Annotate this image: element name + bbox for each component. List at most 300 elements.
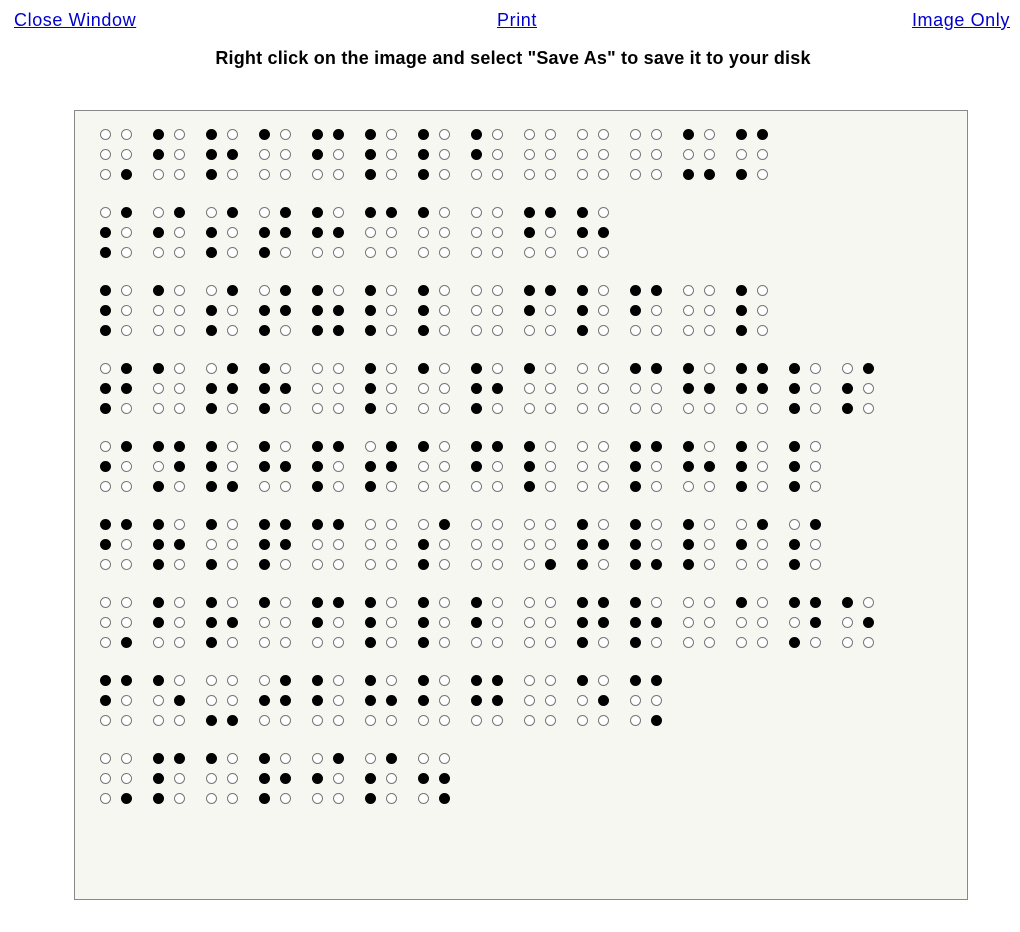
braille-dot-empty bbox=[386, 617, 397, 628]
braille-dot-empty bbox=[174, 403, 185, 414]
braille-dot-empty bbox=[153, 383, 164, 394]
braille-cell bbox=[519, 361, 572, 423]
braille-dot-empty bbox=[545, 481, 556, 492]
braille-dot-filled bbox=[736, 481, 747, 492]
braille-dot-empty bbox=[280, 715, 291, 726]
image-frame bbox=[74, 110, 968, 900]
braille-dot-empty bbox=[471, 519, 482, 530]
braille-dot-empty bbox=[100, 149, 111, 160]
braille-dot-filled bbox=[206, 149, 217, 160]
braille-dot-filled bbox=[365, 129, 376, 140]
braille-dot-filled bbox=[418, 773, 429, 784]
braille-dot-empty bbox=[280, 617, 291, 628]
braille-dot-filled bbox=[577, 305, 588, 316]
braille-cell bbox=[519, 205, 572, 267]
braille-dot-filled bbox=[227, 617, 238, 628]
braille-dot-empty bbox=[545, 169, 556, 180]
braille-dot-filled bbox=[577, 285, 588, 296]
braille-dot-empty bbox=[333, 383, 344, 394]
braille-dot-empty bbox=[280, 403, 291, 414]
braille-dot-filled bbox=[630, 617, 641, 628]
braille-dot-empty bbox=[280, 559, 291, 570]
braille-dot-empty bbox=[259, 169, 270, 180]
braille-dot-empty bbox=[524, 597, 535, 608]
braille-dot-empty bbox=[174, 793, 185, 804]
braille-dot-filled bbox=[471, 363, 482, 374]
braille-dot-filled bbox=[577, 519, 588, 530]
braille-dot-filled bbox=[121, 363, 132, 374]
braille-dot-filled bbox=[100, 695, 111, 706]
braille-cell bbox=[148, 751, 201, 813]
braille-dot-empty bbox=[439, 481, 450, 492]
braille-dot-filled bbox=[365, 305, 376, 316]
braille-dot-empty bbox=[312, 247, 323, 258]
braille-dot-filled bbox=[736, 325, 747, 336]
braille-dot-filled bbox=[259, 383, 270, 394]
braille-dot-empty bbox=[418, 715, 429, 726]
braille-dot-empty bbox=[683, 403, 694, 414]
braille-dot-filled bbox=[153, 539, 164, 550]
braille-dot-empty bbox=[174, 715, 185, 726]
braille-dot-empty bbox=[704, 617, 715, 628]
braille-dot-empty bbox=[471, 305, 482, 316]
braille-dot-empty bbox=[259, 637, 270, 648]
braille-dot-empty bbox=[174, 285, 185, 296]
close-window-link[interactable]: Close Window bbox=[14, 10, 137, 30]
braille-dot-empty bbox=[206, 793, 217, 804]
braille-dot-filled bbox=[736, 441, 747, 452]
braille-dot-filled bbox=[418, 325, 429, 336]
braille-cell bbox=[731, 283, 784, 345]
braille-dot-filled bbox=[524, 461, 535, 472]
braille-cell bbox=[731, 127, 784, 189]
braille-dot-filled bbox=[259, 793, 270, 804]
braille-dot-filled bbox=[365, 403, 376, 414]
braille-cell bbox=[95, 127, 148, 189]
braille-dot-filled bbox=[789, 481, 800, 492]
braille-dot-empty bbox=[333, 695, 344, 706]
print-link[interactable]: Print bbox=[497, 10, 538, 30]
braille-dot-empty bbox=[492, 247, 503, 258]
braille-cell bbox=[201, 595, 254, 657]
braille-dot-filled bbox=[683, 383, 694, 394]
braille-cell bbox=[360, 205, 413, 267]
braille-dot-filled bbox=[789, 559, 800, 570]
braille-dot-empty bbox=[545, 305, 556, 316]
braille-dot-empty bbox=[524, 403, 535, 414]
braille-cell bbox=[360, 361, 413, 423]
braille-dot-empty bbox=[757, 597, 768, 608]
braille-dot-empty bbox=[492, 519, 503, 530]
braille-dot-filled bbox=[471, 461, 482, 472]
braille-dot-filled bbox=[153, 227, 164, 238]
braille-dot-empty bbox=[439, 363, 450, 374]
braille-dot-empty bbox=[651, 305, 662, 316]
braille-dot-empty bbox=[333, 149, 344, 160]
braille-dot-filled bbox=[418, 617, 429, 628]
image-only-link[interactable]: Image Only bbox=[911, 10, 1010, 30]
braille-dot-filled bbox=[280, 207, 291, 218]
braille-dot-empty bbox=[153, 247, 164, 258]
braille-dot-empty bbox=[259, 285, 270, 296]
braille-dot-empty bbox=[174, 773, 185, 784]
braille-dot-empty bbox=[471, 481, 482, 492]
braille-dot-empty bbox=[545, 637, 556, 648]
braille-cell bbox=[148, 205, 201, 267]
braille-dot-empty bbox=[545, 675, 556, 686]
braille-dot-empty bbox=[227, 129, 238, 140]
braille-dot-filled bbox=[842, 597, 853, 608]
braille-dot-empty bbox=[471, 247, 482, 258]
braille-dot-empty bbox=[863, 383, 874, 394]
braille-cell bbox=[254, 673, 307, 735]
braille-dot-filled bbox=[259, 325, 270, 336]
braille-dot-empty bbox=[704, 539, 715, 550]
braille-dot-filled bbox=[206, 247, 217, 258]
braille-dot-empty bbox=[651, 149, 662, 160]
braille-cell bbox=[201, 439, 254, 501]
braille-dot-filled bbox=[312, 441, 323, 452]
braille-dot-filled bbox=[280, 305, 291, 316]
braille-dot-empty bbox=[153, 461, 164, 472]
braille-dot-filled bbox=[789, 441, 800, 452]
braille-dot-filled bbox=[471, 597, 482, 608]
braille-dot-filled bbox=[545, 207, 556, 218]
braille-dot-empty bbox=[333, 169, 344, 180]
braille-dot-empty bbox=[312, 793, 323, 804]
braille-dot-empty bbox=[704, 481, 715, 492]
braille-dot-empty bbox=[439, 617, 450, 628]
braille-cell bbox=[201, 127, 254, 189]
braille-dot-empty bbox=[386, 305, 397, 316]
braille-dot-filled bbox=[789, 363, 800, 374]
braille-dot-empty bbox=[524, 559, 535, 570]
braille-cell bbox=[307, 751, 360, 813]
braille-dot-filled bbox=[280, 773, 291, 784]
braille-dot-empty bbox=[174, 617, 185, 628]
braille-cell bbox=[678, 517, 731, 579]
braille-dot-filled bbox=[630, 441, 641, 452]
braille-dot-empty bbox=[227, 461, 238, 472]
braille-dot-empty bbox=[121, 617, 132, 628]
braille-dot-filled bbox=[418, 559, 429, 570]
braille-dot-filled bbox=[842, 403, 853, 414]
braille-dot-filled bbox=[683, 441, 694, 452]
braille-cell bbox=[95, 205, 148, 267]
braille-dot-empty bbox=[333, 403, 344, 414]
braille-cell bbox=[625, 127, 678, 189]
braille-dot-empty bbox=[333, 461, 344, 472]
braille-dot-filled bbox=[810, 617, 821, 628]
braille-dot-empty bbox=[492, 461, 503, 472]
braille-dot-empty bbox=[757, 149, 768, 160]
braille-dot-empty bbox=[386, 247, 397, 258]
braille-dot-empty bbox=[100, 441, 111, 452]
braille-cell bbox=[148, 673, 201, 735]
braille-dot-empty bbox=[365, 539, 376, 550]
braille-dot-empty bbox=[365, 227, 376, 238]
braille-dot-filled bbox=[471, 403, 482, 414]
braille-cell bbox=[625, 595, 678, 657]
braille-dot-empty bbox=[333, 207, 344, 218]
braille-dot-empty bbox=[439, 169, 450, 180]
braille-dot-filled bbox=[312, 149, 323, 160]
braille-dot-empty bbox=[365, 559, 376, 570]
braille-dot-filled bbox=[312, 207, 323, 218]
braille-dot-filled bbox=[312, 129, 323, 140]
braille-cell bbox=[413, 283, 466, 345]
braille-dot-filled bbox=[577, 325, 588, 336]
braille-dot-empty bbox=[312, 403, 323, 414]
braille-dot-empty bbox=[545, 227, 556, 238]
braille-dot-empty bbox=[863, 597, 874, 608]
braille-dot-empty bbox=[312, 169, 323, 180]
braille-dot-empty bbox=[471, 637, 482, 648]
braille-dot-empty bbox=[121, 461, 132, 472]
braille-dot-filled bbox=[333, 597, 344, 608]
braille-dot-filled bbox=[365, 773, 376, 784]
braille-dot-filled bbox=[153, 753, 164, 764]
braille-cell bbox=[466, 595, 519, 657]
braille-dot-empty bbox=[174, 305, 185, 316]
braille-dot-filled bbox=[471, 617, 482, 628]
braille-dot-empty bbox=[280, 247, 291, 258]
braille-dot-filled bbox=[174, 539, 185, 550]
braille-dot-empty bbox=[471, 715, 482, 726]
braille-cell bbox=[678, 283, 731, 345]
braille-dot-empty bbox=[651, 129, 662, 140]
braille-dot-empty bbox=[789, 519, 800, 530]
braille-dot-empty bbox=[630, 695, 641, 706]
braille-dot-empty bbox=[810, 403, 821, 414]
braille-cell bbox=[254, 205, 307, 267]
braille-cell bbox=[254, 283, 307, 345]
braille-dot-filled bbox=[206, 481, 217, 492]
braille-line bbox=[95, 517, 890, 595]
braille-dot-empty bbox=[100, 617, 111, 628]
braille-cell bbox=[201, 517, 254, 579]
braille-dot-empty bbox=[100, 129, 111, 140]
braille-dot-empty bbox=[386, 325, 397, 336]
braille-dot-empty bbox=[386, 227, 397, 238]
braille-dot-filled bbox=[100, 247, 111, 258]
braille-dot-empty bbox=[121, 773, 132, 784]
braille-line bbox=[95, 361, 890, 439]
braille-dot-empty bbox=[100, 207, 111, 218]
braille-dot-filled bbox=[630, 305, 641, 316]
braille-dot-empty bbox=[100, 773, 111, 784]
braille-dot-filled bbox=[280, 227, 291, 238]
braille-dot-filled bbox=[312, 227, 323, 238]
braille-dot-empty bbox=[524, 325, 535, 336]
braille-dot-empty bbox=[524, 383, 535, 394]
braille-dot-empty bbox=[386, 285, 397, 296]
braille-cell bbox=[254, 595, 307, 657]
braille-dot-filled bbox=[153, 441, 164, 452]
braille-dot-empty bbox=[630, 403, 641, 414]
braille-cell bbox=[413, 673, 466, 735]
braille-dot-empty bbox=[174, 519, 185, 530]
braille-dot-empty bbox=[757, 403, 768, 414]
braille-dot-empty bbox=[227, 247, 238, 258]
braille-dot-filled bbox=[651, 441, 662, 452]
braille-cell bbox=[148, 361, 201, 423]
braille-dot-empty bbox=[439, 285, 450, 296]
braille-dot-filled bbox=[259, 247, 270, 258]
braille-dot-empty bbox=[683, 285, 694, 296]
braille-cell bbox=[731, 595, 784, 657]
braille-dot-filled bbox=[789, 383, 800, 394]
braille-dot-empty bbox=[704, 363, 715, 374]
braille-dot-filled bbox=[206, 129, 217, 140]
braille-cell bbox=[201, 751, 254, 813]
braille-cell bbox=[254, 361, 307, 423]
braille-dot-filled bbox=[206, 519, 217, 530]
braille-dot-filled bbox=[259, 441, 270, 452]
braille-dot-filled bbox=[206, 169, 217, 180]
braille-dot-empty bbox=[333, 363, 344, 374]
braille-dot-empty bbox=[492, 539, 503, 550]
braille-dot-filled bbox=[206, 637, 217, 648]
braille-dot-filled bbox=[577, 597, 588, 608]
braille-dot-filled bbox=[863, 363, 874, 374]
braille-dot-empty bbox=[736, 149, 747, 160]
braille-dot-filled bbox=[259, 129, 270, 140]
braille-dot-filled bbox=[365, 461, 376, 472]
braille-dot-empty bbox=[439, 247, 450, 258]
braille-cell bbox=[466, 127, 519, 189]
braille-dot-empty bbox=[227, 519, 238, 530]
braille-dot-empty bbox=[683, 305, 694, 316]
braille-dot-empty bbox=[757, 559, 768, 570]
braille-dot-filled bbox=[174, 753, 185, 764]
braille-line bbox=[95, 127, 890, 205]
braille-dot-filled bbox=[736, 597, 747, 608]
braille-dot-filled bbox=[206, 753, 217, 764]
braille-dot-empty bbox=[418, 403, 429, 414]
braille-dot-empty bbox=[174, 675, 185, 686]
braille-cell bbox=[307, 517, 360, 579]
braille-dot-filled bbox=[365, 481, 376, 492]
braille-dot-empty bbox=[545, 149, 556, 160]
braille-dot-empty bbox=[630, 325, 641, 336]
braille-line bbox=[95, 595, 890, 673]
braille-dot-filled bbox=[153, 129, 164, 140]
braille-dot-empty bbox=[492, 169, 503, 180]
braille-dot-empty bbox=[439, 695, 450, 706]
braille-dot-filled bbox=[789, 403, 800, 414]
braille-dot-filled bbox=[683, 461, 694, 472]
braille-dot-empty bbox=[333, 285, 344, 296]
braille-dot-filled bbox=[598, 227, 609, 238]
braille-dot-empty bbox=[492, 149, 503, 160]
braille-dot-empty bbox=[598, 403, 609, 414]
braille-dot-empty bbox=[545, 519, 556, 530]
braille-dot-filled bbox=[333, 519, 344, 530]
braille-dot-empty bbox=[545, 539, 556, 550]
braille-dot-filled bbox=[365, 383, 376, 394]
braille-dot-empty bbox=[863, 637, 874, 648]
braille-dot-empty bbox=[100, 363, 111, 374]
braille-dot-filled bbox=[471, 675, 482, 686]
braille-dot-empty bbox=[577, 169, 588, 180]
braille-dot-empty bbox=[312, 637, 323, 648]
braille-dot-empty bbox=[100, 793, 111, 804]
braille-dot-empty bbox=[365, 519, 376, 530]
braille-dot-empty bbox=[598, 363, 609, 374]
braille-cell bbox=[572, 673, 625, 735]
braille-dot-filled bbox=[259, 363, 270, 374]
braille-dot-empty bbox=[598, 519, 609, 530]
braille-dot-empty bbox=[524, 675, 535, 686]
braille-cell bbox=[413, 517, 466, 579]
braille-dot-empty bbox=[471, 169, 482, 180]
braille-dot-filled bbox=[418, 597, 429, 608]
braille-dot-filled bbox=[789, 539, 800, 550]
braille-dot-empty bbox=[524, 247, 535, 258]
braille-dot-filled bbox=[206, 383, 217, 394]
braille-dot-empty bbox=[524, 715, 535, 726]
braille-dot-filled bbox=[280, 461, 291, 472]
braille-dot-empty bbox=[598, 129, 609, 140]
braille-dot-empty bbox=[439, 227, 450, 238]
braille-dot-empty bbox=[386, 519, 397, 530]
braille-dot-empty bbox=[259, 481, 270, 492]
braille-dot-empty bbox=[206, 285, 217, 296]
braille-dot-empty bbox=[439, 675, 450, 686]
braille-dot-empty bbox=[704, 285, 715, 296]
braille-dot-empty bbox=[577, 247, 588, 258]
braille-cell bbox=[572, 361, 625, 423]
braille-dot-empty bbox=[280, 129, 291, 140]
braille-dot-filled bbox=[418, 305, 429, 316]
braille-cell bbox=[148, 127, 201, 189]
braille-dot-filled bbox=[333, 227, 344, 238]
braille-dot-empty bbox=[386, 403, 397, 414]
braille-dot-filled bbox=[471, 441, 482, 452]
braille-dot-empty bbox=[577, 383, 588, 394]
braille-dot-filled bbox=[121, 441, 132, 452]
braille-dot-filled bbox=[227, 363, 238, 374]
braille-dot-empty bbox=[651, 695, 662, 706]
braille-cell bbox=[466, 673, 519, 735]
braille-dot-filled bbox=[524, 481, 535, 492]
braille-dot-filled bbox=[312, 461, 323, 472]
braille-dot-empty bbox=[598, 461, 609, 472]
braille-dot-empty bbox=[598, 149, 609, 160]
braille-dot-empty bbox=[100, 715, 111, 726]
braille-dot-empty bbox=[577, 441, 588, 452]
braille-dot-empty bbox=[471, 325, 482, 336]
braille-dot-empty bbox=[174, 169, 185, 180]
braille-dot-filled bbox=[259, 597, 270, 608]
braille-dot-empty bbox=[174, 129, 185, 140]
braille-dot-empty bbox=[386, 481, 397, 492]
braille-dot-filled bbox=[789, 461, 800, 472]
braille-dot-filled bbox=[312, 305, 323, 316]
braille-dot-empty bbox=[174, 597, 185, 608]
braille-cell bbox=[519, 127, 572, 189]
braille-dot-empty bbox=[704, 597, 715, 608]
braille-dot-filled bbox=[333, 129, 344, 140]
braille-cell bbox=[413, 205, 466, 267]
braille-dot-filled bbox=[524, 363, 535, 374]
braille-dot-empty bbox=[418, 383, 429, 394]
braille-cell bbox=[466, 517, 519, 579]
braille-dot-empty bbox=[683, 617, 694, 628]
braille-dot-empty bbox=[227, 441, 238, 452]
braille-dot-empty bbox=[121, 695, 132, 706]
